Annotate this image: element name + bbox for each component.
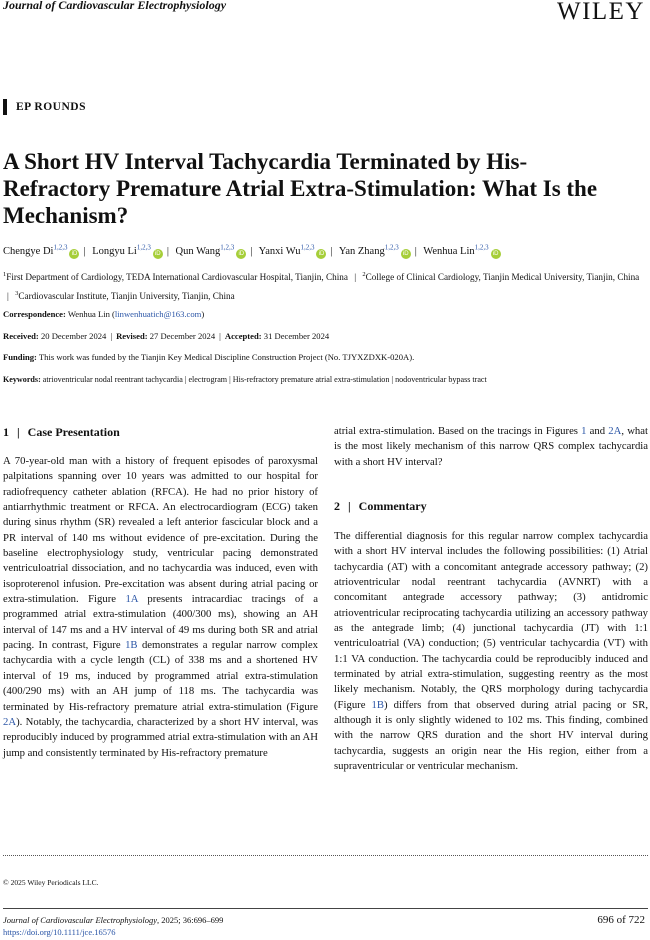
- figure-link[interactable]: 1B: [125, 639, 138, 652]
- affiliation-separator: |: [7, 290, 9, 301]
- author[interactable]: Yan Zhang$^{1,2,3}$iD: [339, 246, 411, 257]
- author[interactable]: Chengye Di$^{1,2,3}$iD: [3, 246, 79, 257]
- author[interactable]: Longyu Li$^{1,2,3}$iD: [92, 246, 163, 257]
- author-separator: |: [83, 245, 86, 257]
- figure-link[interactable]: 1B: [371, 698, 384, 711]
- keywords: Keywords: atrioventricular nodal reentrant tachycardia | electrogram | His-refractory premature atrial extra-stimulation | nodoventricular bypass tract: [3, 375, 487, 384]
- author[interactable]: Wenhua Lin$^{1,2,3}$iD: [423, 246, 500, 257]
- figure-link[interactable]: 1: [581, 425, 587, 437]
- funding: Funding: This work was funded by the Tianjin Key Medical Discipline Construction Project (No. TJYXZDXK-020A).: [3, 352, 415, 362]
- section-tag-bar: [3, 99, 7, 115]
- doi-link[interactable]: https://doi.org/10.1111/jce.16576: [3, 927, 116, 937]
- figure-link[interactable]: 1A: [125, 593, 138, 606]
- correspondence: Correspondence: Wenhua Lin (linwenhuatich@163.com): [3, 309, 205, 319]
- author-separator: |: [250, 245, 253, 257]
- journal-name: Journal of Cardiovascular Electrophysiology: [3, 0, 227, 12]
- affiliation-separator: |: [354, 272, 357, 283]
- author-separator: |: [414, 245, 417, 257]
- section-tag-label: EP ROUNDS: [16, 101, 86, 113]
- orcid-icon[interactable]: iD: [401, 249, 411, 259]
- author[interactable]: Qun Wang$^{1,2,3}$iD: [176, 246, 247, 257]
- footer-divider: [3, 908, 648, 909]
- affiliations: $^1$First Department of Cardiology, TEDA International Cardiovascular Hospital, Tianjin, China | $^2$College of Clinical Cardiology, Tianjin Medical University, Tianjin, China | $^3$Cardiovascular Institute, Tianjin University, Tianjin, China: [3, 271, 640, 301]
- figure-link[interactable]: 2A: [3, 715, 17, 728]
- publisher-logo: WILEY: [556, 0, 645, 25]
- copyright: © 2025 Wiley Periodicals LLC.: [3, 878, 99, 887]
- left-column-text: A 70-year-old man with a history of frequent episodes of paroxysmal palpitations spanning over 10 years was admitted to our hospital for radiofrequency catheter ablation (RFCA). He had no prior history of antiarrhythmic treatment or RFCA. An electrocardiogram (ECG) taken during sinus rhythm (SR) revealed a left anterior fascicular block and a PR interval of 140 ms without evidence of pre-excitation. During the baseline electrophysiology study, ventricular pacing demonstrated ventriculoatrial dissociation, and no tachycardia was induced, even with isoproterenol infusion. Pre-excitation was absent during atrial pacing or extra-stimulation. Figure 1A presents intracardiac tracings of a programmed atrial extra-stimulation (400/300 ms), showing an AH interval of 147 ms and a HV interval of 49 ms during both SR and atrial pacing. In contrast, Figure 1B demonstrates a regular narrow complex tachycardia with a cycle length (CL) of 338 ms and a shortened HV interval of 19 ms, induced by programmed atrial extra-stimulation (400/290 ms) with an AH jump of 118 ms. The tachycardia was terminated by His-refractory premature atrial extra-stimulation (Figure 2A). Notably, the tachycardia, characterized by a short HV interval, was reproducibly induced by programmed atrial extra-stimulation with an AH jump and consistently terminated by His-refractory premature: [3, 455, 319, 759]
- orcid-icon[interactable]: iD: [153, 249, 163, 259]
- page-number: 696 of 722: [597, 914, 645, 926]
- author-separator: |: [166, 245, 169, 257]
- orcid-icon[interactable]: iD: [316, 249, 326, 259]
- affiliation: Cardiovascular Institute, Tianjin University, Tianjin, China: [18, 290, 235, 301]
- affiliation: College of Clinical Cardiology, Tianjin Medical University, Tianjin, China: [365, 272, 640, 283]
- orcid-icon[interactable]: iD: [69, 249, 79, 259]
- orcid-icon[interactable]: iD: [491, 249, 501, 259]
- email-link[interactable]: linwenhuatich@163.com: [114, 309, 202, 319]
- footer-citation: Journal of Cardiovascular Electrophysiology, 2025; 36:696–699 https://doi.org/10.1111/jce.16576: [3, 915, 224, 937]
- section-heading-commentary: 2 | Commentary: [334, 499, 427, 513]
- author-list: [3, 240, 643, 259]
- affiliation: First Department of Cardiology, TEDA International Cardiovascular Hospital, Tianjin, China: [6, 272, 348, 283]
- footnote-divider: [3, 855, 648, 856]
- orcid-icon[interactable]: iD: [236, 249, 246, 259]
- author-separator: |: [330, 245, 333, 257]
- article-title: A Short HV Interval Tachycardia Terminated by His-Refractory Premature Atrial Extra-Stimulation: What Is the Mechanism?: [3, 149, 598, 228]
- right-column-top-text: atrial extra-stimulation. Based on the tracings in Figures 1 and 2A, what is the most likely mechanism of this narrow QRS complex tachycardia with a short HV interval?: [334, 425, 648, 468]
- author[interactable]: Yanxi Wu$^{1,2,3}$iD: [259, 246, 327, 257]
- section-tag: [3, 99, 86, 115]
- right-column-text: The differential diagnosis for this regular narrow complex tachycardia with a short HV interval includes the following possibilities: (1) Atrial tachycardia (AT) with a concomitant antegrade accessory pathway; (2) atrioventricular nodal reentrant tachycardia (AVNRT) with a concomitant antegrade accessory pathway; (3) antidromic atrioventricular reciprocating tachycardia utilizing an accessory pathway as the antegrade limb; (4) junctional tachycardia (JT) with 1:1 ventriculoatrial (VA) conduction; (5) ventricular tachycardia (VT) with 1:1 VA conduction. The tachycardia could be reproducibly induced and terminated by atrial extra-stimulation, suggesting reentry as the most likely mechanism. Notably, the QRS morphology during tachycardia (Figure 1B) differs from that observed during atrial pacing or SR, although it is only slightly widened to 102 ms. This finding, combined with the narrow QRS duration and the short HV interval during tachycardia, suggests an origin near the His region, either from a supraventricular or ventricular mechanism.: [334, 530, 648, 773]
- figure-link[interactable]: 2A: [608, 425, 622, 437]
- article-dates: Received: 20 December 2024 | Revised: 27 December 2024 | Accepted: 31 December 2024: [3, 331, 330, 341]
- section-heading-case: 1 | Case Presentation: [3, 425, 120, 439]
